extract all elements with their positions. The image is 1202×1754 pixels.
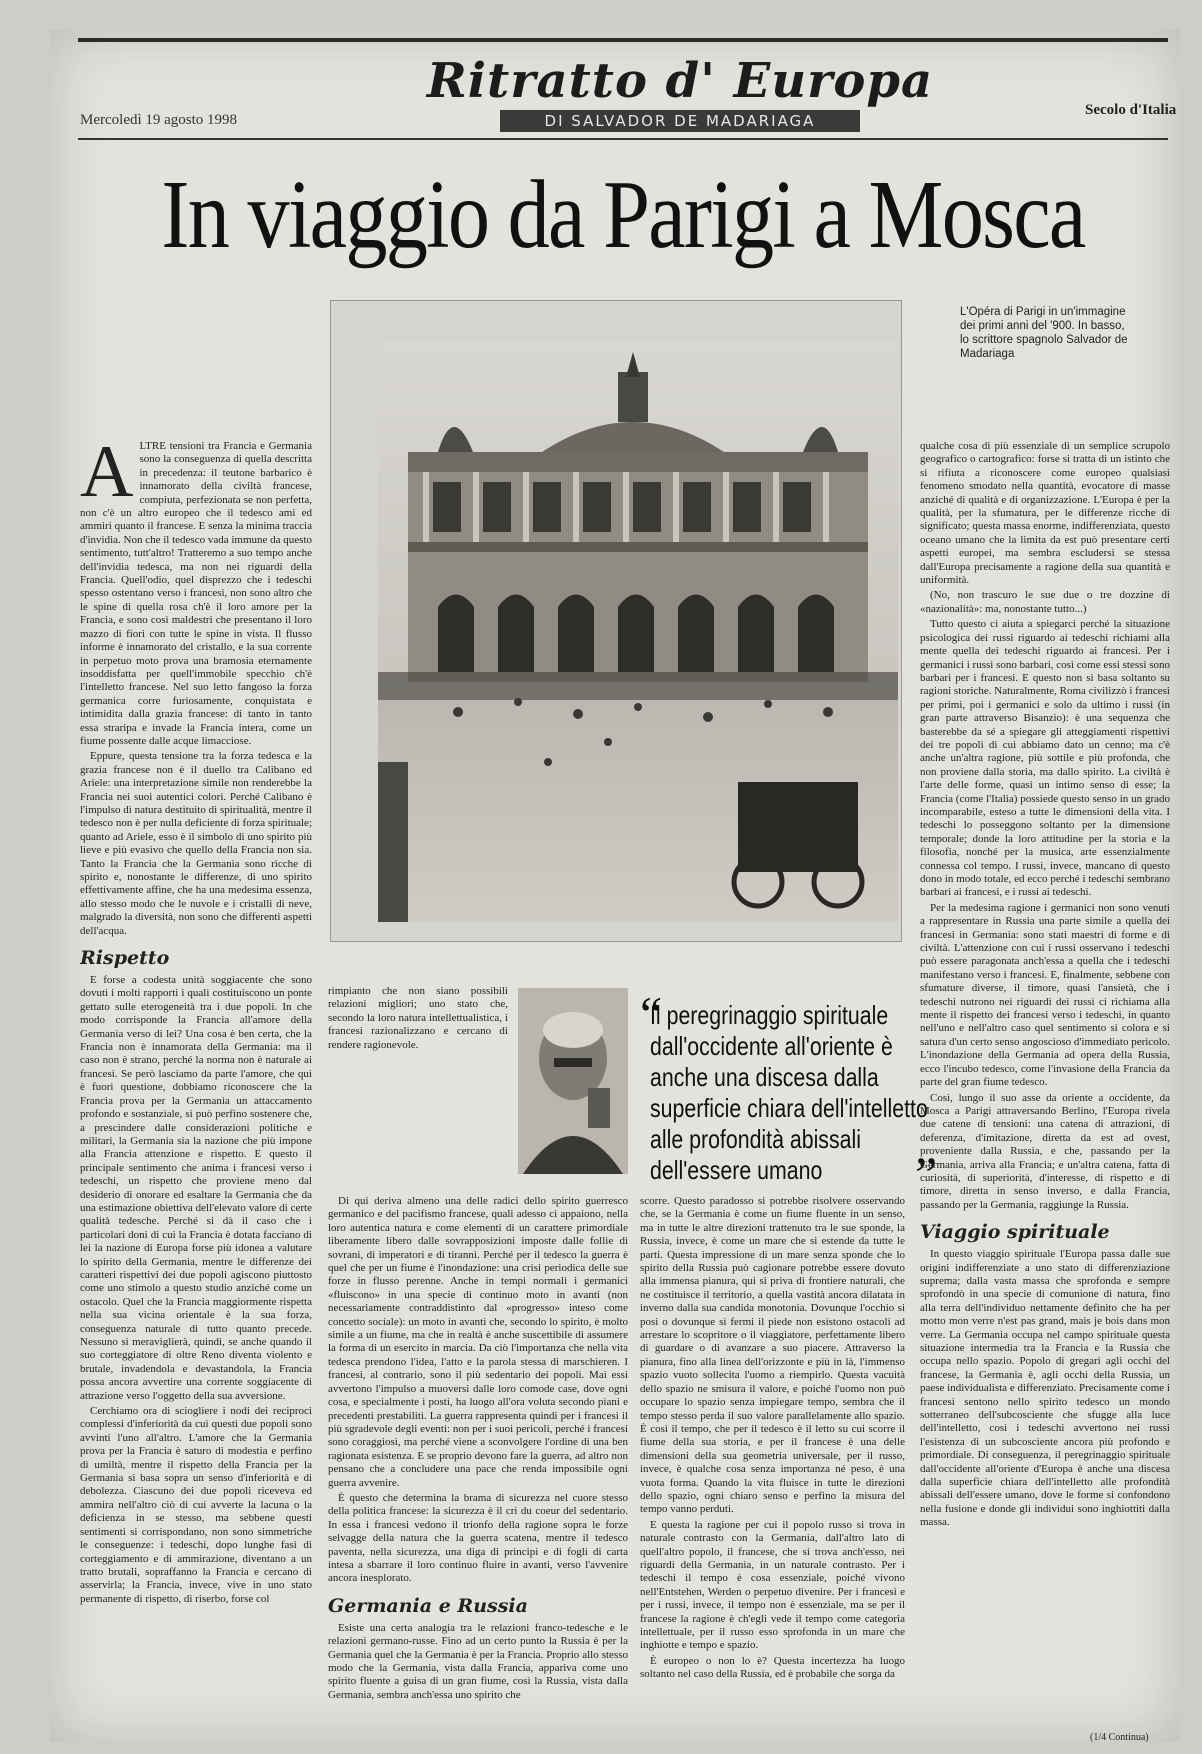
masthead-subtitle: DI SALVADOR DE MADARIAGA <box>500 110 860 132</box>
headline: In viaggio da Parigi a Mosca <box>161 161 1085 269</box>
continued-note: (1/4 Continua) <box>1090 1732 1149 1743</box>
paragraph: È questo che determina la brama di sicurezza nel cuore stesso della politica francese: la sicurezza è il cri du coeur del sedentario. In essa i francesi vedono il trionfo della ragione sopra le forze selvagge della natura che la guerra scatena, mentre il tedesco paventa, nella sicurezza, una diga di principi e di fogli di carta intesa a sbarrare il loro continuo fluire in avanti, verso l'avvenire ancora inesplorato. <box>328 1491 628 1585</box>
masthead-title: Ritratto d' Europa <box>426 53 934 109</box>
article-column-2b <box>328 1195 628 1730</box>
paragraph: Per la medesima ragione i germanici non sono venuti a rappresentare in Russia una parte simile a quella dei francesi in Germania: sono stati maestri di forme e di civiltà. L'attenzione con cui i russi osservano i tedeschi può essere paragonata anch'essa a quella che i tedeschi manifestano verso i francesi. E, finalmente, sebbene con sfumature diverse, il timore, quasi l'ansietà, che i tedeschi nutrono nei riguardi dei russi ci richiama alla mente il rispetto dei francesi verso i tedeschi, in quanto nell'uno e nell'altro caso quel sentimento si colora e si satura d'un certo senso angoscioso d'immediato pericolo. L'inondazione della Germania ad opera della Russia, ecco l'incubo tedesco, come l'invasione della Francia da parte del gran fiume tedesco. <box>920 901 1170 1089</box>
article-column-4 <box>920 440 1170 1730</box>
masthead <box>420 52 940 132</box>
paragraph: Cerchiamo ora di sciogliere i nodi dei reciproci complessi d'inferiorità da cui questi due popoli sono avvinti l'uno all'altro. L'amore che la Germania prova per la Francia è saturo di modestia e perfino di umiltà, mentre il rispetto della Francia per la Germania si basa sopra un senso d'inferiorità e di debolezza. Ciascuno dei due popoli riceveva ed ammira nell'altro ciò di cui avverte la lacuna o la deficienza in se stesso, ma sebbene questi sentimenti si corrispondano, non sono simmetriche le conseguenze: i tedeschi, dopo lunghe fasi di corteggiamento e di ammirazione, diventano a un tratto brutali, sopraffanno la Francia e cercano di asservirla; la Francia, invece, vive in uno stato permanente di rispetto, di riserbo, forse col <box>80 1405 312 1605</box>
opera-photo <box>378 342 898 922</box>
paragraph: Di qui deriva almeno una delle radici dello spirito guerresco germanico e del pacifismo francese, quali adesso ci appaiono, nella loro autentica natura e come elementi di un carattere primordiale liberamente libero dalle sovrapposizioni imposte dalle follie di sovrani, di imperatori e di tiranni. Perché per il tedesco la guerra è quel che per un fiume è l'inondazione: una crisi periodica delle sue forze in flusso perenne. Anche in tempi normali i germanici «fluiscono» in una specie di continuo moto in avanti (non necessariamente contraddistinto dal «progresso» inteso come concetto sociale): un moto in avanti che, secondo lo spirito, è molto simile a un fiume, ma che in realtà è anche suscettibile di assumere la forma di un esercito in marcia. Da ciò l'importanza che nella vita tedesca prendono l'idea, l'atto e la parola stessa di marschieren. I francesi, al contrario, sono il più sedentario dei popoli. Mai essi avvertono l'impulso a muoversi dalle loro comode case, dove ogni cosa, e specialmente i posti, ha luogo all'ora voluta secondo piani e precedenti prestabiliti. La guerra rappresenta quindi per i francesi il più sgradevole degli eventi: non per i suoi pericoli, perché i francesi sono coraggiosi, ma perché viene a sconvolgere l'ordine di una ben ragionata esistenza. E se proprio devono fare la guerra, ad altro non pensano che a concludere una pace che renda impossibile ogni guerra avvenire. <box>328 1195 628 1489</box>
paragraph: In questo viaggio spirituale l'Europa passa dalle sue origini indifferenziate a uno stato di differenziazione suprema; dalla vasta massa che sprofonda e sempre sprofondò in una specie di comunione di natura, fino alla terra dell'individuo nettamente definito che ha per motto mon verre n'est pas grand, mais je bois dans mon verre. La Germania occupa nel campo spirituale questa situazione intermedia tra la Francia e la Russia che occupa nello spazio. Popolo di gregari agli occhi del francese, la Germania è, agli occhi della Russia, un paese individualista e differenziato. Precisamente come i francesi sentono nello spirito tedesco un mondo sotterraneo dell'subcosciente che sfugge alla luce dell'intelletto, così i tedeschi avvertono nei russi l'esistenza di un subcosciente ancora più profondo e primordiale. Di conseguenza, il peregrinaggio spirituale dall'occidente all'oriente d'Europa è anche una discesa dalla superficie chiara dell'intelletto alle profondità abissali dell'essere umano, dove le forme si confondono nella fusione e donde gli individui sono inghiottiti dalla massa. <box>920 1248 1170 1529</box>
subhead-rispetto: Rispetto <box>80 947 170 970</box>
paragraph: Così, lungo il suo asse da oriente a occidente, da Mosca a Parigi attraversando Berlino, l'Europa rivela due catene di tensioni: una catena di attrazioni, di deferenza, d'imitazione, diretta da est ad ovest, proveniente dalla Russia, e che, passando per la Germania, arriva alla Francia; e un'altra catena, fatta di curiosità, di superiorità, d'interesse, di rispetto e di timore, diretta in senso inverso, e dalla Francia, passando per la Germania, raggiunge la Russia. <box>920 1091 1170 1211</box>
article-column-2 <box>328 985 508 1195</box>
article-column-1 <box>80 440 312 1730</box>
quote-open-mark: “ <box>640 986 663 1042</box>
masthead-rule <box>78 138 1168 140</box>
photo-caption: L'Opéra di Parigi in un'immagine dei primi anni del '900. In basso, lo scrittore spagnolo Salvador de Madariaga <box>960 306 1128 360</box>
paragraph: E questa la ragione per cui il popolo russo si trova in naturale contrasto con la Germania, dall'altro lato di quell'altro popolo, il francese, che si trova anch'esso, nei riguardi della Germania, in un naturale contrasto. Per i tedeschi il tempo è cosa essenziale, poiché vivono nell'Entstehen, Werden o perpetuo divenire. Per i francesi e per i russi, invece, il tempo non è essenziale, ma se per il francese la ragione è ch'egli vede il tempo come categoria intellettuale, per il russo esso sprofonda in un mare che inghiotte e tempo e spazio. <box>640 1518 905 1652</box>
paragraph: Eppure, questa tensione tra la forza tedesca e la grazia francese non è il duello tra Calibano ed Ariele: una interpretazione simile non renderebbe la Francia nei suoi autentici colori. Perché Calibano è l'impulso di natura destituito di spiritualità, mentre il tedesco non è per nulla deficiente di forza spirituale; quanto ad Ariele, esso è il simbolo di uno spirito più lieve e più evasivo che quello della Francia non sia. Tanto la Francia che la Germania sono ricche di spirito e, nonostante le differenze, di uno spirito effettivamente affine, che ha una medesima essenza, allo stesso modo che le nuvole e i cristalli di neve, malgrado la diversità, non sono che differenti aspetti dell'acqua. <box>80 750 312 937</box>
paragraph: Tutto questo ci aiuta a spiegarci perché la situazione psicologica dei russi riguardo ai tedeschi richiami alla mente quella dei tedeschi riguardo ai francesi. Per i germanici i russi sono barbari, così come essi stessi sono barbari per i francesi. E questo non si basa soltanto su ragioni storiche. Naturalmente, Roma civilizzò i francesi per primi, poi i germanici e solo da ultimo i russi (in gran parte attraverso Bisanzio): è una sequenza che basterebbe da sé a spiegare gli atteggiamenti rispettivi dei tre popoli di cui abbiamo dato un cenno; ma c'è anche un'altra ragione, più sottile e più profonda, che non proviene dalla storia, ma dallo spirito. La civiltà è l'arte delle forme, quasi un intimo senso di esse; la Francia (come l'Italia) possiede questo senso in un grado incomparabile, esteso a tutte le dimensioni della vita. I tedeschi lo posseggono soltanto per la dimensione temporale; donde la loro attitudine per la storia e la filosofia, nonché per la musica, arte essenzialmente connessa col tempo. I russi, invece, mancano di questo dono in modo totale, ed ecco perché i tedeschi sembrano barbari ai francesi, e i russi ai tedeschi. <box>920 618 1170 899</box>
paragraph: E forse a codesta unità soggiacente che sono dovuti i molti rapporti i quali costituiscono un ponte gettato sulle eterogeneità tra i due popoli. In che modo corrisponde la Francia all'amore della Germania verso di lei? Una cosa è ben certa, che la Francia non è innamorata della Germania: ma il caso non è strano, perché la norma non è naturale ai francesi. Se però lasciamo da parte l'amore, che qui è fuori questione, dobbiamo riconoscere che la Francia prova per la Germania un attaccamento profondo e sostanziale, si può perfino sostenere che, a prescindere dalle considerazioni politiche e militari, la Germania sia la nazione che più impone alla Francia attenzione e rispetto. E questo il principale sentimento che anima i francesi verso i tedeschi, un rispetto che proviene meno dal desiderio di onorare ed esaltare la Germania che da una estimazione obiettiva dell'elevato valore di certe qualità tedesche. Perché si dà il caso che i particolari doni di cui la Francia è dotata facciano di lei la nazione di Europa forse più idonea a valutare lo spirito della Germania, mentre le differenze dei caratteri rispettivi dei due popoli agiscono piuttosto come uno stimolo a questo studio anziché come un ostacolo. Quel che la Francia maggiormente rispetta nella sua vicina orientale è la sua forza, conseguenza naturale di tutto quanto precede. Nessuno si meraviglierà, quindi, se anche quando il suo corteggiatore di oltre Reno diventa violento e brutale, invadendola e devastandola, la Francia possa ancora avvertire una corrente soggiacente di attrazione verso l'oggetto della sua avversione. <box>80 974 312 1402</box>
article-column-3 <box>640 1195 905 1730</box>
dateline: Mercoledì 19 agosto 1998 <box>80 112 238 128</box>
quote-close-mark: ” <box>915 1146 938 1202</box>
paragraph: È europeo o non lo è? Questa incertezza ha luogo soltanto nel caso della Russia, ed è probabile che sorga da <box>640 1654 905 1681</box>
pull-quote: Il peregrinaggio spirituale dall'occidente all'oriente è anche una discesa dalla superficie chiara dell'intelletto alle profondità abissali dell'essere umano <box>650 1000 928 1185</box>
paragraph: rimpianto che non siano possibili relazioni migliori; uno stato che, secondo la loro natura intellettualistica, i francesi razionalizzano e cercano di rendere ragionevole. <box>328 985 508 1051</box>
paper-name: Secolo d'Italia <box>1085 102 1177 118</box>
paragraph: (No, non trascuro le sue due o tre dozzine di «nazionalità»: ma, nonostante tutto...) <box>920 589 1170 615</box>
drop-cap: A <box>80 440 134 513</box>
paragraph: qualche cosa di più essenziale di un semplice scrupolo geografico o cartografico: forse si tratta di un istinto che si rifiuta a riconoscere come europeo qualsiasi fenomeno smodato nella quantità, evocatore di masse anziché di qualità e di organizzazione. L'Europa è per la qualità, per la sfumatura, per le differenze ricche di significato; questa massa enorme, indifferenziata, questo oceano umano che la limita da est può presentare certi aspetti europei, ma sembra escludersi se stessa dall'Europa precisamente a ragione della sua quantità e uniformità. <box>920 440 1170 587</box>
paragraph: scorre. Questo paradosso si potrebbe risolvere osservando che, se la Germania è come un fiume fluente in un senso, ma in tutte le altre direzioni trattenuto tra le sue sponde, la Russia, invece, è come un mare che si estende da tutte le parti. Questa impressione di un mare senza sponde che lo spirito della Russia può cagionare potrebbe essere dovuto alla immensa pianura, qui si priva di frontiere naturali, che ne costituisce il territorio, a quella vastità ancora dilatata in inverno dalla sua candida monotonia. Dovunque l'occhio si posi o dovunque si fermi il piede non esistono ostacoli ad arrestare lo scopritore o il viaggiatore, perfettamente libero di guardare o di avanzare a suo piacere. Attraverso la pianura, fino alla linea dell'orizzonte e più in là, l'immenso spazio vuoto sollecita l'uomo a riempirlo. Questa vacuità dello spazio ne smisura il valore, e poiché l'uomo non può occupare lo spazio senza impiegare tempo, sembra che il tempo stesso perda il suo valore parallelamente allo spazio. È così il tempo, che per il tedesco è il letto su cui scorre il fiume della sua storia, e per il francese è una delle dimensioni della sua geometria universale, per il russo, invece, è qualche cosa senza importanza né peso, è una vuota forma. Quando la vita fluisce in tutte le direzioni dello spazio, ogni chiaro senso e perfino la misura del tempo vanno perduti. <box>640 1195 905 1516</box>
paragraph: LTRE tensioni tra Francia e Germania sono la conseguenza di quella descritta in precedenza: il teutone barbarico è innamorato della civiltà francese, compiuta, perfezionata se non perfetta, non c'è un altro europeo che il tedesco ami ed ammiri quanto il francese. E senza la minima traccia d'invidia. Non che il tedesco vada immune da questo sentimento, tutt'altro! Tratteremo a suo tempo anche dell'invidia tedesca, ma non nei riguardi della Francia. Quell'odio, quel disprezzo che i tedeschi spesso ostentano verso i francesi, non sono altro che le spine di quella rosa ch'è il loro amore per la Francia, e sono così maldestri che presentano il loro mazzo di fiori con tutte le spine in vista. Il flusso informe è innamorato del cristallo, e la sua corrente in perpetuo moto prova una bramosia eternamente insoddisfatta per quell'immobile specchio ch'è l'intelletto francese. Nel suo letto fangoso la forza germanica corre furiosamente, conquistata e intimidita dalla grazia francese: di tanto in tanto essa straripa e invade la Francia intera, come un fiume possente dalle acque limacciose. <box>80 440 312 747</box>
author-portrait <box>518 988 628 1174</box>
subhead-viaggio-spirituale: Viaggio spirituale <box>920 1221 1110 1244</box>
top-rule <box>78 38 1168 42</box>
subhead-germania-russia: Germania e Russia <box>328 1594 528 1617</box>
paragraph: Esiste una certa analogia tra le relazioni franco-tedesche e le relazioni germano-russe. Fino ad un certo punto la Russia è per la Germania quel che la Germania è per la Francia. Proprio allo stesso modo che la Germania, vista dalla Francia, appariva come uno spirito fluente a guisa di un gran fiume, così la Russia, vista dalla Germania, sembra anch'essa uno spirito che <box>328 1621 628 1701</box>
